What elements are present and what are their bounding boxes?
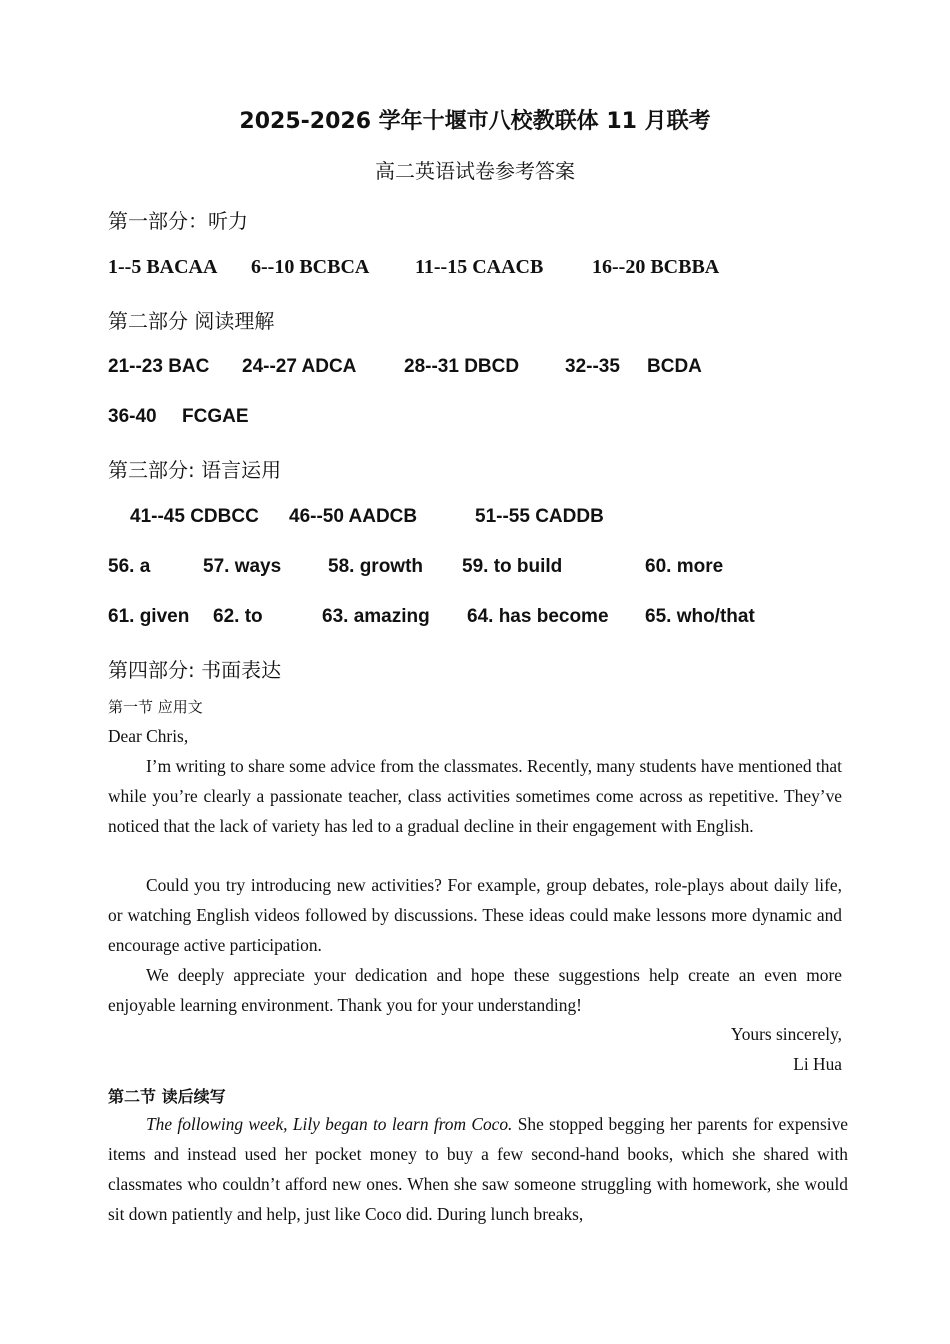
answer-group: 24--27 ADCA bbox=[242, 356, 357, 377]
part3-heading: 第三部分: 语言运用 bbox=[108, 458, 282, 482]
continuation-paragraph bbox=[108, 1109, 848, 1229]
answer-group: 11--15 CAACB bbox=[415, 256, 544, 278]
answer-group: BCDA bbox=[647, 356, 702, 377]
answer-item: 57. ways bbox=[203, 556, 282, 577]
answer-item: 63. amazing bbox=[322, 606, 430, 627]
letter-paragraph: Could you try introducing new activities? For example, group debates, role-plays about daily life, or watching English videos followed by discussions. These ideas could make lessons more dynamic and encourage active participation. bbox=[108, 875, 842, 955]
answer-item: 61. given bbox=[108, 606, 190, 627]
answer-group: 36-40 bbox=[108, 406, 157, 427]
part1-heading: 第一部分：听力 bbox=[108, 209, 248, 233]
answer-item: 58. growth bbox=[328, 556, 424, 577]
answer-item: 62. to bbox=[213, 606, 263, 627]
answer-group: 32--35 bbox=[565, 356, 620, 377]
section1-label: 第一节 应用文 bbox=[108, 698, 203, 716]
letter-greeting: Dear Chris, bbox=[108, 726, 189, 746]
part4-heading: 第四部分: 书面表达 bbox=[108, 658, 282, 682]
letter-closing: Yours sincerely, bbox=[730, 1024, 842, 1044]
part2-heading: 第二部分 阅读理解 bbox=[108, 309, 275, 333]
answer-item: 56. a bbox=[108, 556, 151, 577]
answer-group: FCGAE bbox=[182, 406, 249, 427]
answer-group: 21--23 BAC bbox=[108, 356, 210, 377]
answer-group: 28--31 DBCD bbox=[404, 356, 520, 377]
answer-item: 60. more bbox=[645, 556, 724, 577]
answer-item: 59. to build bbox=[462, 556, 563, 577]
answer-item: 64. has become bbox=[467, 606, 609, 627]
continuation-text: She stopped begging her parents for expensive items and instead used her pocket money to buy a few second-hand books, which she shared with classmates who couldn’t afford new ones. When she saw someone struggling with homework, she would sit down patiently and help, just like Coco did. During lunch breaks, bbox=[108, 1114, 848, 1224]
letter-paragraph: I’m writing to share some advice from the classmates. Recently, many students have mentioned that while you’re clearly a passionate teacher, class activities sometimes come across as repetitive. They’ve noticed that the lack of variety has led to a gradual decline in their engagement with English. bbox=[108, 756, 842, 836]
answer-group: 1--5 BACAA bbox=[108, 256, 218, 278]
page-subtitle: 高二英语试卷参考答案 bbox=[375, 159, 575, 183]
answer-group: 51--55 CADDB bbox=[475, 506, 604, 527]
answer-group: 6--10 BCBCA bbox=[251, 256, 370, 278]
answer-group: 16--20 BCBBA bbox=[592, 256, 720, 278]
letter-paragraph: We deeply appreciate your dedication and hope these suggestions help create an even more enjoyable learning environment. Thank you for your understanding! bbox=[108, 965, 842, 1015]
answer-group: 41--45 CDBCC bbox=[130, 506, 259, 527]
section2-label: 第二节 读后续写 bbox=[108, 1087, 226, 1106]
continuation-opening: The following week, Lily began to learn from Coco. bbox=[146, 1114, 513, 1134]
answer-group: 46--50 AADCB bbox=[289, 506, 418, 527]
page-title: 2025-2026 学年十堰市八校教联体 11 月联考 bbox=[239, 109, 711, 134]
letter-signature: Li Hua bbox=[793, 1054, 842, 1074]
answer-item: 65. who/that bbox=[645, 606, 755, 627]
